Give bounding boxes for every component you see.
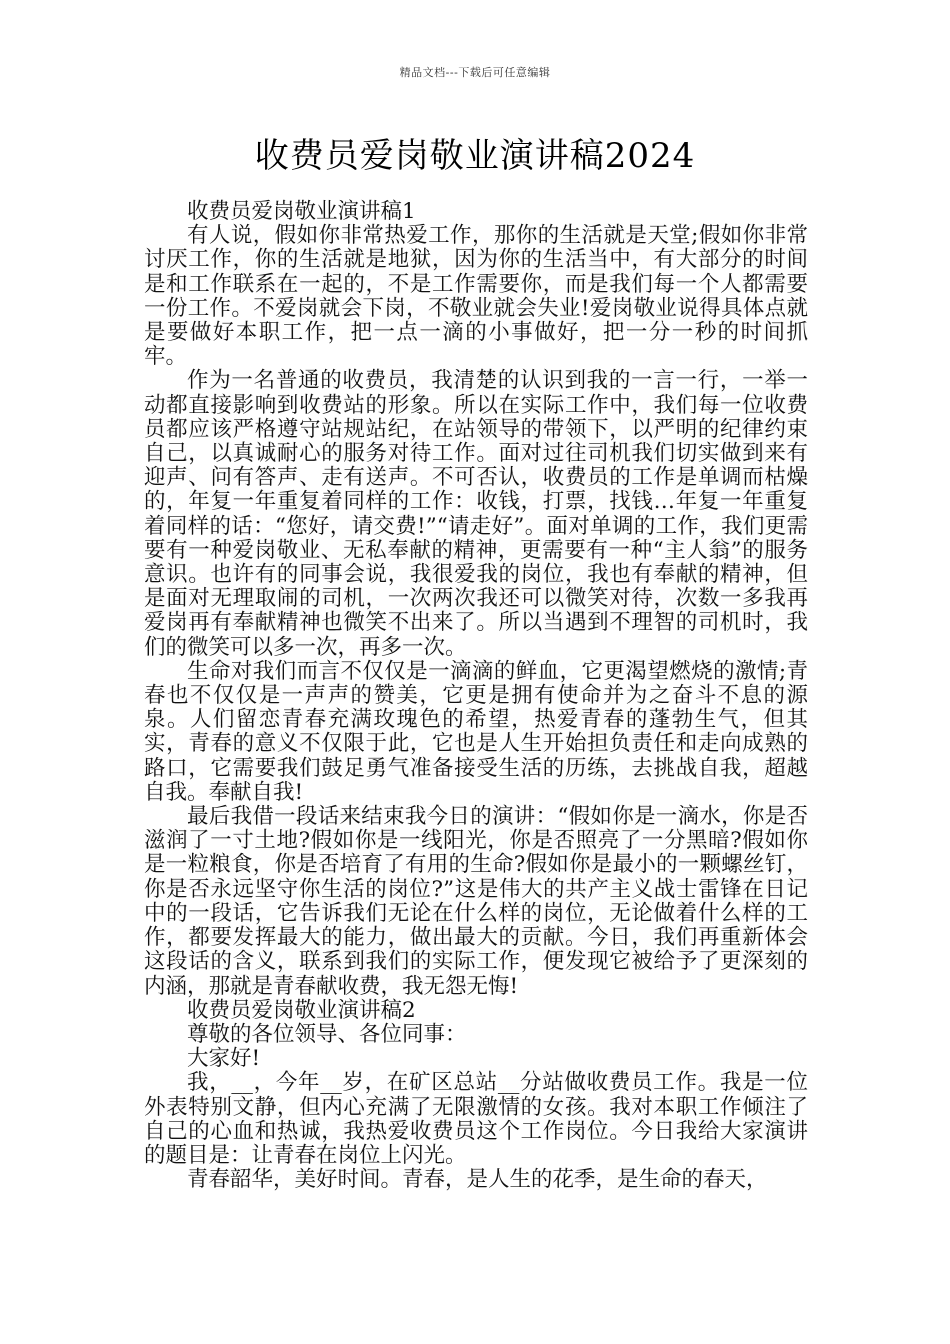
paragraph: 青春韶华，美好时间。青春，是人生的花季，是生命的春天，: [187, 1167, 768, 1193]
salutation: 尊敬的各位领导、各位同事：: [187, 1021, 467, 1047]
paragraph: 我，__，今年__岁，在矿区总站__分站做收费员工作。我是一位外表特别文静，但内心充满了无限激情的女孩。我对本职工作倾注了自己的心血和热诚，我热爱收费员这个工作岗位。今日我给大家演讲的题目是：让青春在岗位上闪光。: [144, 1070, 808, 1168]
document-body: [144, 200, 808, 1192]
paragraph: 作为一名普通的收费员，我清楚的认识到我的一言一行，一举一动都直接影响到收费站的形象。所以在实际工作中，我们每一位收费员都应该严格遵守站规站纪，在站领导的带领下，以严明的纪律约束自己，以真诚耐心的服务对待工作。面对过往司机我们切实做到来有迎声、问有答声、走有送声。不可否认，收费员的工作是单调而枯燥的，年复一年重复着同样的工作：收钱，打票，找钱…年复一年重复着同样的话：“您好，请交费!”“请走好”。面对单调的工作，我们更需要有一种爱岗敬业、无私奉献的精神，更需要有一种“主人翁”的服务意识。也许有的同事会说，我很爱我的岗位，我也有奉献的精神，但是面对无理取闹的司机，一次两次我还可以微笑对待，次数一多我再爱岗再有奉献精神也微笑不出来了。所以当遇到不理智的司机时，我们的微笑可以多一次，再多一次。: [144, 368, 808, 660]
section-heading-2: 收费员爱岗敬业演讲稿2: [187, 997, 416, 1023]
greeting: 大家好!: [187, 1046, 261, 1072]
paragraph: 生命对我们而言不仅仅是一滴滴的鲜血，它更渴望燃烧的激情;青春也不仅仅是一声声的赞美，它更是拥有使命并为之奋斗不息的源泉。人们留恋青春充满玫瑰色的希望，热爱青春的蓬勃生气，但其实，青春的意义不仅限于此，它也是人生开始担负责任和走向成熟的路口，它需要我们鼓足勇气准备接受生活的历练，去挑战自我，超越自我。奉献自我!: [144, 658, 808, 805]
section-heading-1: 收费员爱岗敬业演讲稿1: [187, 199, 416, 224]
paragraph: 有人说，假如你非常热爱工作，那你的生活就是天堂;假如你非常讨厌工作，你的生活就是地狱，因为你的生活当中，有大部分的时间是和工作联系在一起的，不是工作需要你，而是我们每一个人都需要一份工作。不爱岗就会下岗，不敬业就会失业!爱岗敬业说得具体点就是要做好本职工作，把一点一滴的小事做好，把一分一秒的时间抓牢。: [144, 223, 808, 370]
paragraph: 最后我借一段话来结束我今日的演讲：“假如你是一滴水，你是否滋润了一寸土地?假如你是一线阳光，你是否照亮了一分黑暗?假如你是一粒粮食，你是否培育了有用的生命?假如你是最小的一颗螺丝钉，你是否永远坚守你生活的岗位?”这是伟大的共产主义战士雷锋在日记中的一段话，它告诉我们无论在什么样的岗位，无论做着什么样的工作，都要发挥最大的能力，做出最大的贡献。今日，我们再重新体会这段话的含义，联系到我们的实际工作，便发现它被给予了更深刻的内涵，那就是青春献收费，我无怨无悔!: [144, 804, 808, 999]
header-note: 精品文档---下载后可任意编辑: [399, 66, 551, 79]
document-title: 收费员爱岗敬业演讲稿2024: [254, 136, 696, 176]
